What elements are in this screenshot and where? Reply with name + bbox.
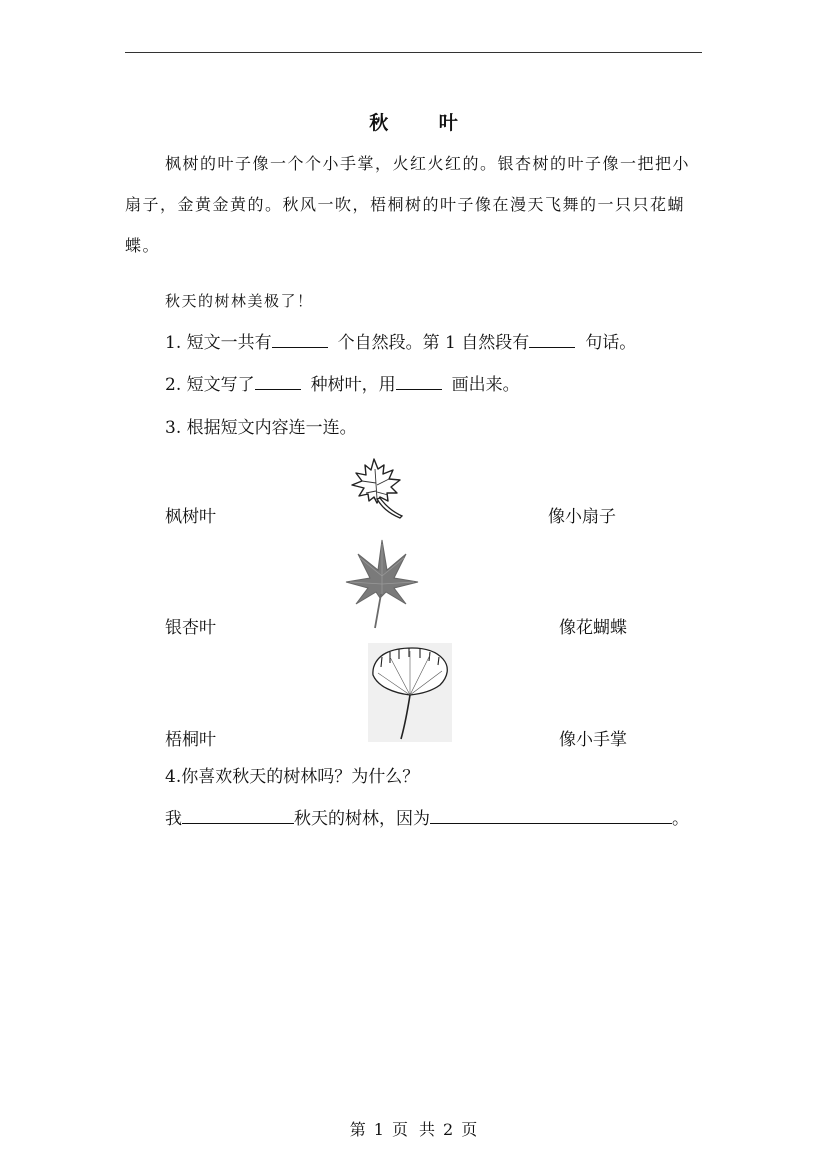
simile-small-fan[interactable]: 像小扇子 [548,507,616,527]
footer-page-end: 页 [461,1120,478,1139]
page-number-footer [0,1117,827,1140]
question-4-prompt: 4.你喜欢秋天的树林吗？为什么？ [165,767,420,787]
footer-page-current: 1 [373,1120,384,1139]
question-1-text-a: 1. 短文一共有 [165,333,272,353]
sentence-count-blank[interactable] [529,329,575,348]
question-3-prompt: 3. 根据短文内容连一连。 [165,418,357,438]
footer-page-total: 2 [443,1120,454,1139]
page-title: 秋 叶 [369,112,480,134]
question-2-text-b: 种树叶，用 [310,375,396,395]
passage-paragraph-1: 枫树的叶子像一个个小手掌，火红火红的。银杏树的叶子像一把把小扇子，金黄金黄的。秋风一吹，梧桐树的叶子像在漫天飞舞的一只只花蝴蝶。 [125,154,691,255]
question-4-text-c: 。 [672,809,689,829]
question-4-text-a: 我 [165,809,182,829]
paragraph-count-blank[interactable] [272,329,328,348]
ginkgo-leaf-icon[interactable] [368,643,452,742]
maple-leaf-grey-icon[interactable] [344,538,420,630]
reason-answer-blank[interactable] [430,805,672,824]
simile-butterfly[interactable]: 像花蝴蝶 [559,618,627,638]
question-4-text-b: 秋天的树林，因为 [294,809,430,829]
leaf-kind-count-blank[interactable] [255,371,301,390]
question-1-text-c: 句话。 [585,333,637,353]
question-2-text-c: 画出来。 [451,375,520,395]
like-answer-blank[interactable] [182,805,294,824]
question-4-answer [165,804,689,829]
question-1-text-b: 个自然段。第 1 自然段有 [337,333,530,353]
question-2 [165,370,520,395]
header-rule [125,52,702,53]
leaf-name-parasol[interactable]: 梧桐叶 [165,730,216,750]
question-1 [165,328,636,353]
footer-page-mid: 页 共 [391,1120,436,1139]
passage-paragraph-2: 秋天的树林美极了！ [165,292,314,310]
simile-small-palm[interactable]: 像小手掌 [559,730,627,750]
leaf-name-maple[interactable]: 枫树叶 [165,507,216,527]
leaf-name-ginkgo[interactable]: 银杏叶 [165,618,216,638]
maple-leaf-outline-icon[interactable] [344,455,406,521]
question-2-text-a: 2. 短文写了 [165,375,255,395]
underline-mark-blank[interactable] [396,371,442,390]
footer-page-label: 第 [349,1120,366,1139]
